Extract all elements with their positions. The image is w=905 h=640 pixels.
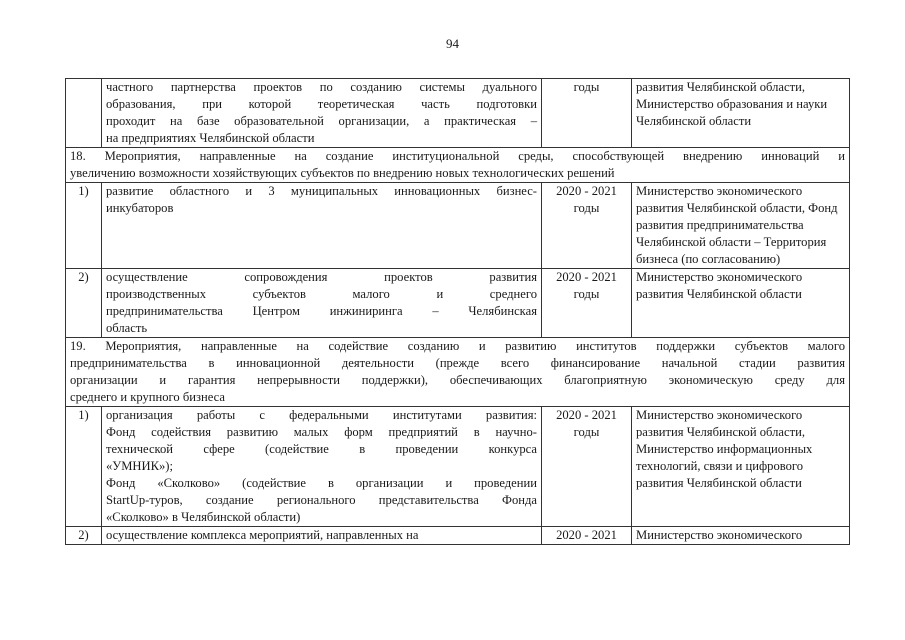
description-line: проходит на базе образовательной организации, а практическая – xyxy=(106,114,537,128)
description-line: технической сфере (содействие в проведении конкурса xyxy=(106,442,537,456)
item-period: 2020 - 2021 годы xyxy=(542,183,632,269)
item-period: 2020 - 2021 xyxy=(542,527,632,545)
table-row xyxy=(66,269,850,338)
description-line: инкубаторов xyxy=(106,201,174,215)
table-row xyxy=(66,79,850,148)
section-heading-line: предпринимательства в инновационной деятельности (прежде всего финансирование начальной стадии развития xyxy=(70,356,845,370)
item-responsible: Министерство экономического xyxy=(632,527,850,545)
section-heading-line: 18. Мероприятия, направленные на создание институциональной среды, способствующей внедрению инноваций и xyxy=(70,149,845,163)
item-responsible: развития Челябинской области, Министерство образования и науки Челябинской области xyxy=(632,79,850,148)
item-responsible: Министерство экономического развития Челябинской области, Министерство информационных технологий, связи и цифрового развития Челябинской области xyxy=(632,407,850,527)
description-line: StartUp-туров, создание регионального представительства Фонда xyxy=(106,493,537,507)
item-description xyxy=(102,183,542,269)
section-heading-line: увеличению возможности хозяйствующих субъектов по внедрению новых технологических решений xyxy=(70,166,615,180)
description-line: частного партнерства проектов по созданию системы дуального xyxy=(106,80,537,94)
table-row xyxy=(66,183,850,269)
description-line: на предприятиях Челябинской области xyxy=(106,131,315,145)
table-row xyxy=(66,407,850,527)
description-line: образования, при которой теоретическая часть подготовки xyxy=(106,97,537,111)
item-number: 1) xyxy=(66,407,102,527)
item-number: 1) xyxy=(66,183,102,269)
measures-table-body xyxy=(66,79,850,545)
section-heading xyxy=(66,148,850,183)
description-line: предпринимательства Центром инжиниринга – Челябинская xyxy=(106,304,537,318)
description-line: Фонд содействия развитию малых форм предприятий в научно- xyxy=(106,425,537,439)
description-line: область xyxy=(106,321,148,335)
item-description xyxy=(102,527,542,545)
item-responsible: Министерство экономического развития Челябинской области, Фонд развития предпринимательства Челябинской области – Территория бизнеса (по согласованию) xyxy=(632,183,850,269)
section-heading-row xyxy=(66,148,850,183)
section-heading-row xyxy=(66,338,850,407)
item-period: 2020 - 2021 годы xyxy=(542,407,632,527)
item-responsible: Министерство экономического развития Челябинской области xyxy=(632,269,850,338)
item-description xyxy=(102,269,542,338)
section-heading xyxy=(66,338,850,407)
description-line: производственных субъектов малого и среднего xyxy=(106,287,537,301)
item-period: 2020 - 2021 годы xyxy=(542,269,632,338)
description-line: осуществление сопровождения проектов развития xyxy=(106,270,537,284)
item-description xyxy=(102,407,542,527)
item-number: 2) xyxy=(66,269,102,338)
page-number: 94 xyxy=(446,36,459,51)
section-heading-line: 19. Мероприятия, направленные на содействие созданию и развитию институтов поддержки субъектов малого xyxy=(70,339,845,353)
measures-table xyxy=(65,78,850,545)
description-line: «УМНИК»); xyxy=(106,459,173,473)
section-heading-line: организации и гарантия непрерывности поддержки), обеспечивающих благоприятную экономическую среду для xyxy=(70,373,845,387)
item-period: годы xyxy=(542,79,632,148)
section-heading-line: среднего и крупного бизнеса xyxy=(70,390,225,404)
description-line: развитие областного и 3 муниципальных инновационных бизнес- xyxy=(106,184,537,198)
description-line: Фонд «Сколково» (содействие в организации и проведении xyxy=(106,476,537,490)
description-line: осуществление комплекса мероприятий, направленных на xyxy=(106,528,419,542)
description-line: «Сколково» в Челябинской области) xyxy=(106,510,301,524)
table-row xyxy=(66,527,850,545)
item-number xyxy=(66,79,102,148)
item-number: 2) xyxy=(66,527,102,545)
item-description xyxy=(102,79,542,148)
description-line: организация работы с федеральными институтами развития: xyxy=(106,408,537,422)
